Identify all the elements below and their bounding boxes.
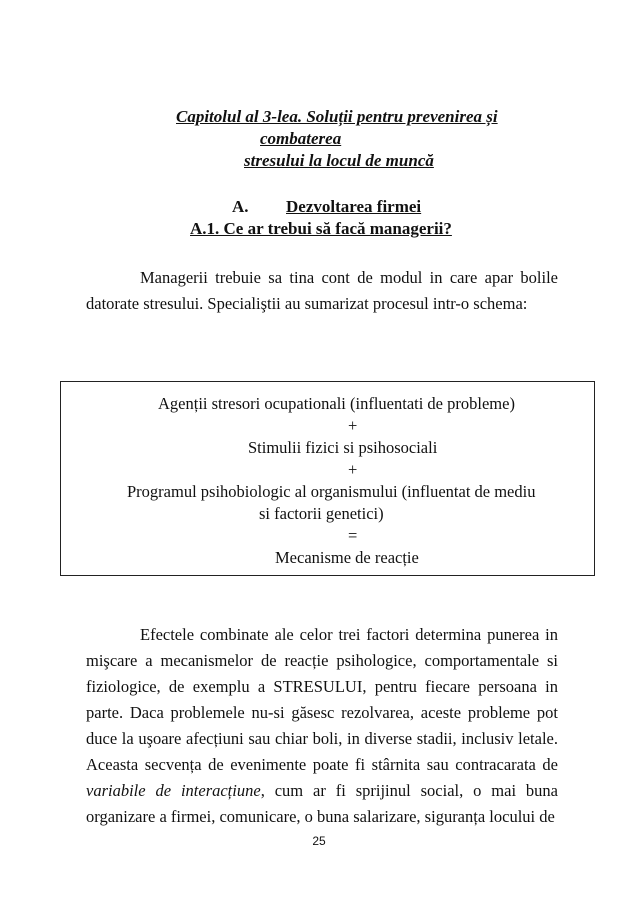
page-number: 25 [312, 834, 326, 848]
schema-line-mechanisms: Mecanisme de reacție [275, 548, 419, 567]
section-heading [232, 197, 421, 217]
section-letter: A. [232, 197, 249, 216]
schema-plus-1: + [348, 416, 358, 435]
stress-schema-box [60, 381, 595, 576]
chapter-title-line-1: Capitolul al 3-lea. Soluții pentru prevenirea și [176, 107, 498, 126]
schema-equals: = [348, 526, 358, 545]
main-paragraph-part-2: , cum ar fi sprijinul social, o mai buna organizare a firmei, comunicare, o buna salarizare, siguranța locului de [86, 781, 559, 826]
schema-line-stimuli: Stimulii fizici si psihosociali [248, 438, 438, 457]
section-title: Dezvoltarea firmei [286, 197, 422, 216]
chapter-title-line-2: combaterea [260, 129, 342, 148]
schema-line-program-cont: si factorii genetici) [259, 504, 384, 523]
schema-line-program: Programul psihobiologic al organismului (influentat de mediu [127, 482, 536, 501]
intro-paragraph-text: Managerii trebuie sa tina cont de modul in care apar bolile datorate stresului. Specialiştii au sumarizat procesul intr-o schema: [86, 268, 558, 313]
chapter-title-line-3: stresului la locul de muncă [244, 151, 434, 170]
main-paragraph-italic-term: variabile de interacțiune [86, 781, 261, 800]
main-paragraph-part-1: Efectele combinate ale celor trei factori determina punerea in mişcare a mecanismelor de reacție psihologice, comportamentale si fiziologice, de exemplu a STRESULUI, pentru fiecare persoana in parte. Daca problemele nu-si găsesc rezolvarea, aceste probleme pot duce la uşoare afecțiuni sau chiar boli, in diverse stadii, inclusiv letale. Aceasta secvența de evenimente poate fi stârnita sau contracarata de [86, 625, 558, 774]
subsection-heading [190, 219, 452, 239]
subsection-title: A.1. Ce ar trebui să facă managerii? [190, 219, 452, 238]
schema-plus-2: + [348, 460, 358, 479]
schema-line-stressors: Agenții stresori ocupationali (influentati de probleme) [158, 394, 515, 413]
main-paragraph [86, 622, 558, 830]
intro-paragraph [86, 265, 558, 317]
